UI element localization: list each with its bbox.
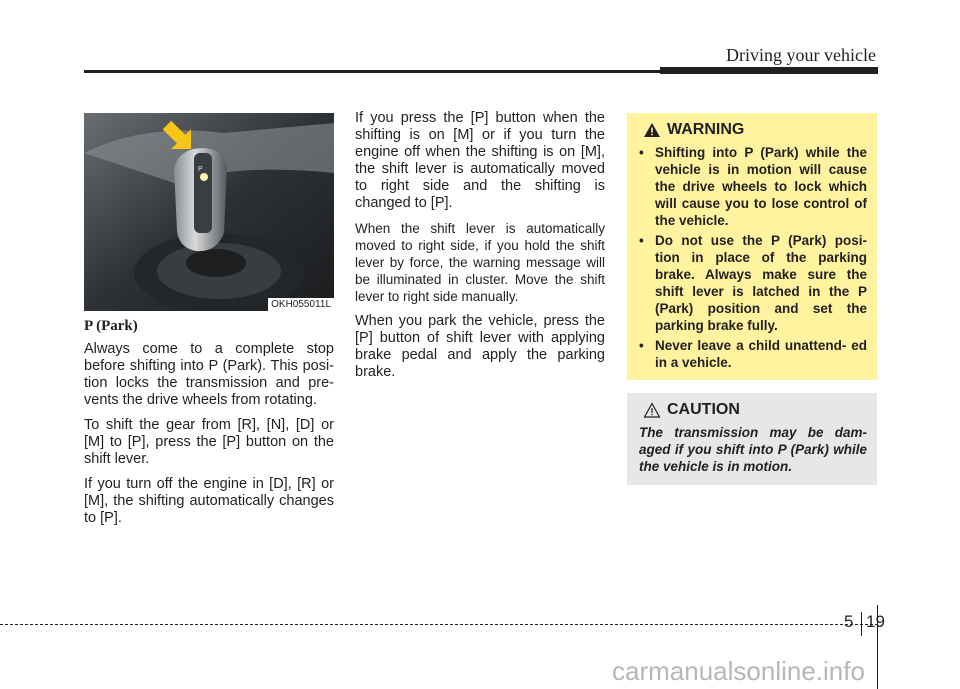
page-number: 19 (866, 612, 885, 631)
middle-column (355, 110, 605, 389)
left-column (84, 318, 334, 535)
running-header: Driving your vehicle (726, 45, 876, 65)
caution-text: The transmission may be dam- aged if you shift into P (Park) while the vehicle is in motion. (639, 425, 867, 474)
warning-triangle-icon (643, 122, 661, 138)
paragraph: If you press the [P] button when the shifting is on [M] or if you turn the engine off when the shifting is on [M], the shift lever is automatically moved to right side and the shifting is changed to [P]. (355, 110, 605, 211)
chapter-number: 5 (844, 612, 854, 631)
caution-title: CAUTION (667, 401, 740, 418)
paragraph: To shift the gear from [R], [N], [D] or [M] to [P], press the [P] button on the shift lever. (84, 417, 334, 467)
footer-rule (0, 624, 878, 625)
paragraph: Always come to a complete stop before shifting into P (Park). This posi- tion locks the transmission and pre- vents the drive wheels from rotating. (84, 341, 334, 408)
warning-box (627, 113, 877, 380)
figure-code: OKH055011L (268, 298, 334, 311)
caution-header (643, 401, 867, 419)
paragraph: When you park the vehicle, press the [P] button of shift lever with applying brake pedal and apply the parking brake. (355, 313, 605, 380)
page-number-separator (861, 612, 862, 636)
header-rule-accent (660, 67, 878, 74)
section-title: P (Park) (84, 318, 138, 334)
caution-box (627, 393, 877, 485)
caution-triangle-icon (643, 402, 661, 418)
paragraph: If you turn off the engine in [D], [R] or [M], the shifting automatically changes to [P]. (84, 476, 334, 526)
watermark: carmanualsonline.info (612, 656, 865, 686)
warning-item: • Do not use the P (Park) posi- tion in place of the parking brake. Always make sure the shift lever is latched in the P (Park) position and set the parking brake fully. (639, 233, 867, 333)
shift-lever-illustration (84, 113, 334, 311)
warning-item: • Shifting into P (Park) while the vehicle is in motion will cause the drive wheels to lock which will cause you to lose control of the vehicle. (639, 145, 867, 228)
warning-title: WARNING (667, 121, 745, 138)
paragraph: When the shift lever is automatically moved to right side, if you hold the shift lever by force, the warning message will be illuminated in cluster. Move the shift lever to right side manually. (355, 221, 605, 304)
warning-header (643, 121, 867, 139)
warning-item: • Never leave a child unattend- ed in a vehicle. (639, 338, 867, 370)
shift-lever-photo (84, 113, 334, 311)
svg-text:P: P (198, 166, 203, 173)
warning-list (637, 144, 867, 371)
